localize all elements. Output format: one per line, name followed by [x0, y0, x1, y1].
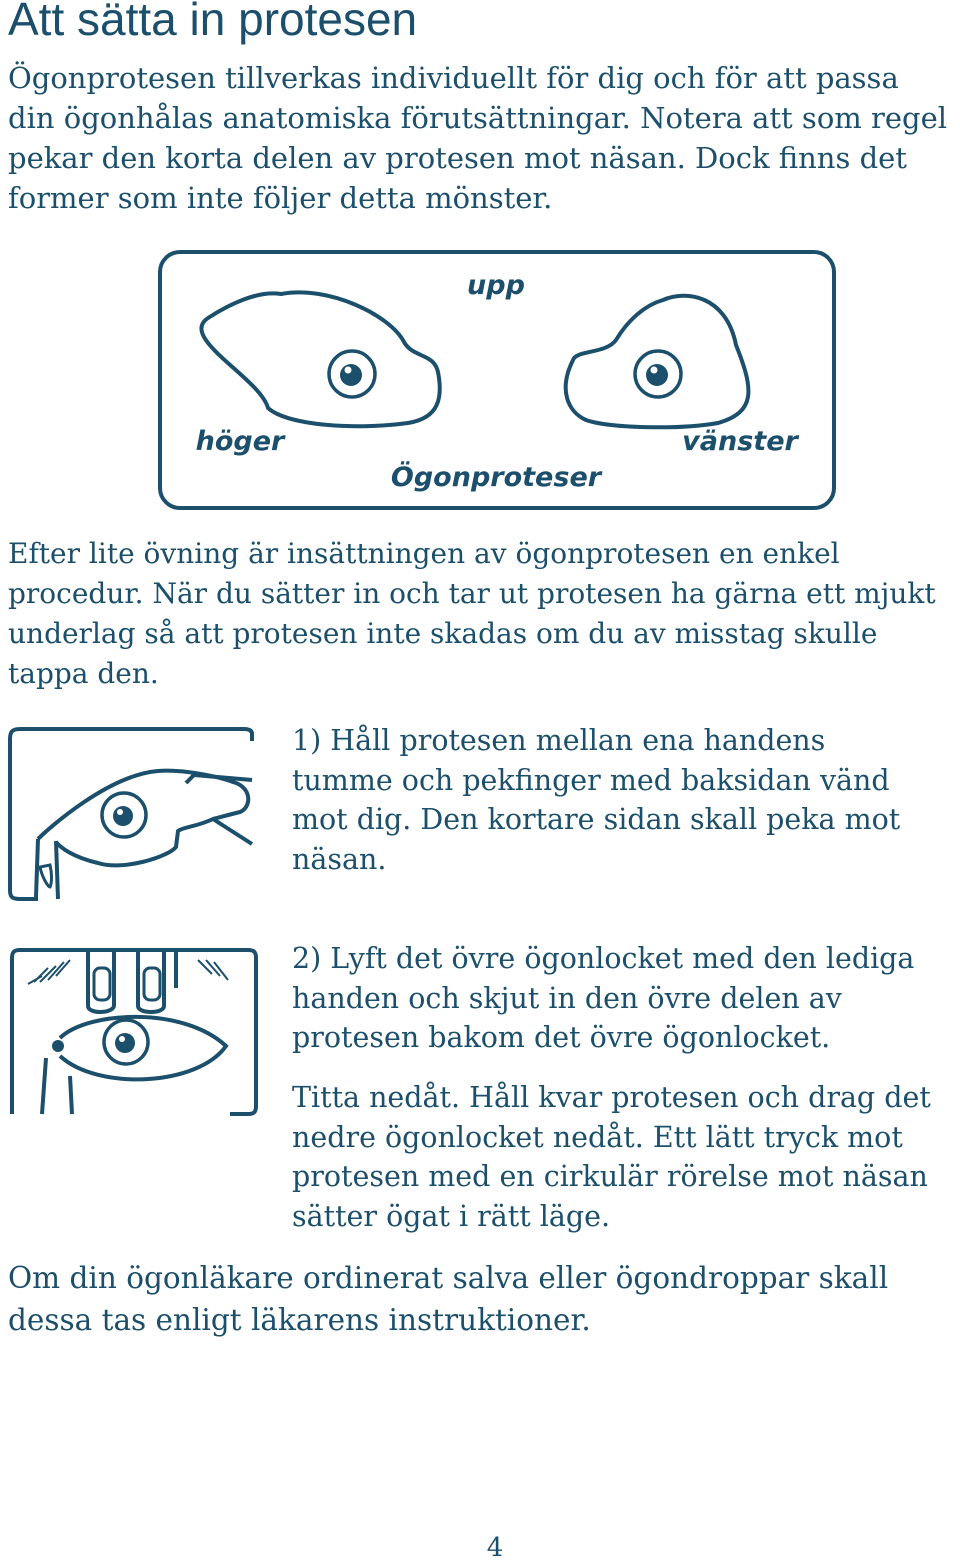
label-right: höger	[195, 426, 285, 457]
label-left: vänster	[682, 426, 798, 457]
intro-paragraph: Ögonprotesen tillverkas individuellt för dig och för att passa din ögonhålas anatomiska förutsättningar. Notera att som regel pekar den korta delen av protesen mot näsan. Dock finns det former som inte följer detta mönster.	[8, 61, 948, 215]
procedure-paragraph: Efter lite övning är insättningen av ögonprotesen en enkel procedur. När du sätter in och tar ut protesen ha gärna ett mjukt underlag så att protesen inte skadas om du av misstag skulle tappa den.	[8, 537, 936, 690]
fingers-lifting-eyelid-icon	[8, 946, 258, 1118]
closing-paragraph: Om din ögonläkare ordinerat salva eller ögondroppar skall dessa tas enligt läkarens instruktioner.	[8, 1261, 889, 1337]
page-number: 4	[486, 1533, 504, 1563]
prostheses-figure	[158, 250, 836, 510]
figure-caption: Ögonproteser	[390, 462, 602, 493]
step-2-text: 2) Lyft det övre ögonlocket med den lediga handen och skjut in den övre delen av protesen bakom det övre ögonlocket.	[292, 942, 915, 1054]
page-title: Att sätta in protesen	[8, 0, 418, 45]
step-3-text: Titta nedåt. Håll kvar protesen och drag det nedre ögonlocket nedåt. Ett lätt tryck mot protesen med en cirkulär rörelse mot näsan sätter ögat i rätt läge.	[292, 1081, 931, 1233]
label-up: upp	[467, 270, 525, 301]
step-1-text: 1) Håll protesen mellan ena handens tumme och pekfinger med baksidan vänd mot dig. Den kortare sidan skall peka mot näsan.	[292, 724, 901, 876]
hand-holding-prosthesis-icon	[8, 727, 258, 902]
